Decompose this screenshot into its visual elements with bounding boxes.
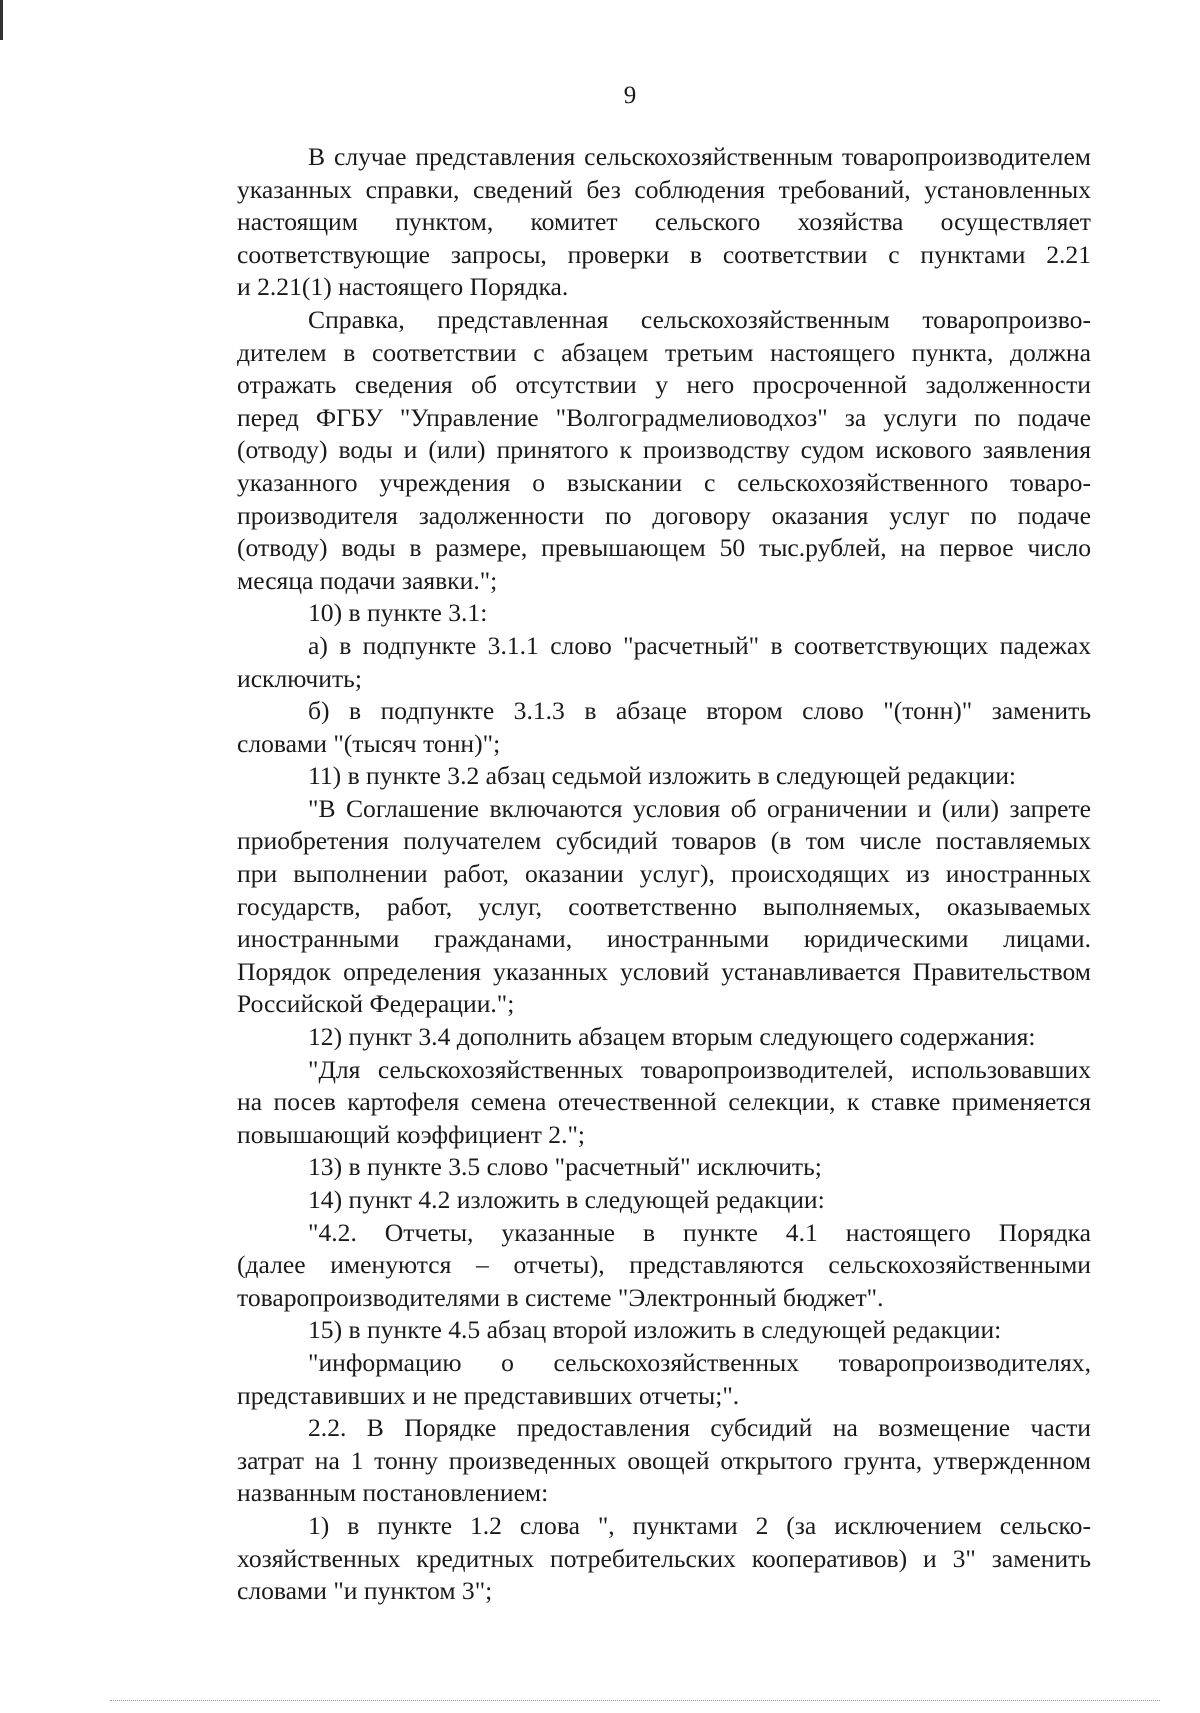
text-line: словами "(тысяч тонн)"; <box>237 728 501 758</box>
text-line: отражать сведения об отсутствии у него просроченной задолженности <box>237 370 1091 400</box>
text-line: указанного учреждения о взыскании с сельскохозяйственного товаро- <box>237 467 1091 497</box>
text-line: приобретения получателем субсидий товаров (в том числе поставляемых <box>237 826 1091 856</box>
text-line: (отводу) воды в размере, превышающем 50 тыс.рублей, на первое число <box>237 533 1091 563</box>
text-line: 13) в пункте 3.5 слово "расчетный" исключить; <box>308 1152 822 1182</box>
paragraph <box>166 1184 1091 1217</box>
text-line: 12) пункт 3.4 дополнить абзацем вторым следующего содержания: <box>308 1022 1036 1052</box>
text-line: "информацию о сельскохозяйственных товаропроизводителях, <box>308 1347 1091 1377</box>
scan-noise-line <box>110 1700 1160 1702</box>
text-line: товаропроизводителями в системе "Электронный бюджет". <box>237 1282 884 1312</box>
text-line: и 2.21(1) настоящего Порядка. <box>237 272 569 302</box>
text-line: повышающий коэффициент 2."; <box>237 1119 586 1149</box>
text-line: "4.2. Отчеты, указанные в пункте 4.1 настоящего Порядка <box>308 1217 1091 1247</box>
text-line: перед ФГБУ "Управление "Волгоградмелиоводхоз" за услуги по подаче <box>237 402 1091 432</box>
paragraph <box>166 304 1091 597</box>
text-line: (отводу) воды и (или) принятого к производству судом искового заявления <box>237 435 1091 465</box>
paragraph <box>166 1021 1091 1054</box>
page-number: 9 <box>623 82 637 109</box>
paragraph <box>166 1412 1091 1510</box>
text-line: настоящим пунктом, комитет сельского хозяйства осуществляет <box>237 207 1091 237</box>
paragraph <box>166 760 1091 793</box>
text-line: соответствующие запросы, проверки в соответствии с пунктами 2.21 <box>237 239 1091 269</box>
text-line: В случае представления сельскохозяйственным товаропроизводителем <box>308 142 1091 171</box>
text-line: 14) пункт 4.2 изложить в следующей редакции: <box>308 1185 825 1214</box>
text-line: затрат на 1 тонну произведенных овощей открытого грунта, утвержденном <box>237 1445 1091 1475</box>
paragraph <box>166 793 1091 1021</box>
scan-edge-mark <box>0 0 3 40</box>
text-line: 1) в пункте 1.2 слова ", пунктами 2 (за исключением сельско- <box>308 1510 1091 1540</box>
text-line: названным постановлением: <box>237 1478 549 1508</box>
paragraph <box>166 630 1091 695</box>
text-line: 10) в пункте 3.1: <box>308 598 488 628</box>
text-line: "Для сельскохозяйственных товаропроизводителей, использовавших <box>308 1054 1091 1084</box>
text-line: при выполнении работ, оказании услуг), происходящих из иностранных <box>237 859 1091 889</box>
paragraph <box>166 1151 1091 1184</box>
text-line: представивших и не представивших отчеты;". <box>237 1380 740 1410</box>
text-line: иностранными гражданами, иностранными юридическими лицами. <box>237 924 1091 954</box>
document-body <box>166 141 1091 1608</box>
paragraph <box>166 1510 1091 1608</box>
text-line: государств, работ, услуг, соответственно выполняемых, оказываемых <box>237 891 1091 921</box>
paragraph <box>166 141 1091 304</box>
paragraph <box>166 597 1091 630</box>
text-line: исключить; <box>237 663 362 693</box>
text-line: словами "и пунктом 3"; <box>237 1576 493 1606</box>
paragraph <box>166 1217 1091 1315</box>
text-line: на посев картофеля семена отечественной селекции, к ставке применяется <box>237 1087 1091 1117</box>
text-line: б) в подпункте 3.1.3 в абзаце втором слово "(тонн)" заменить <box>308 696 1091 726</box>
paragraph <box>166 1054 1091 1152</box>
text-line: хозяйственных кредитных потребительских кооперативов) и 3" заменить <box>237 1543 1091 1573</box>
text-line: месяца подачи заявки."; <box>237 565 498 595</box>
text-line: (далее именуются – отчеты), представляются сельскохозяйственными <box>237 1250 1091 1280</box>
text-line: 2.2. В Порядке предоставления субсидий на возмещение части <box>308 1413 1091 1443</box>
text-line: Справка, представленная сельскохозяйственным товаропроизво- <box>308 304 1091 334</box>
text-line: дителем в соответствии с абзацем третьим настоящего пункта, должна <box>237 337 1091 367</box>
paragraph <box>166 1347 1091 1412</box>
text-line: указанных справки, сведений без соблюдения требований, установленных <box>237 174 1091 204</box>
text-line: 11) в пункте 3.2 абзац седьмой изложить в следующей редакции: <box>308 761 1017 791</box>
text-line: 15) в пункте 4.5 абзац второй изложить в следующей редакции: <box>308 1315 1002 1345</box>
paragraph <box>166 1314 1091 1347</box>
text-line: производителя задолженности по договору оказания услуг по подаче <box>237 500 1091 530</box>
text-line: Российской Федерации."; <box>237 989 515 1019</box>
text-line: а) в подпункте 3.1.1 слово "расчетный" в соответствующих падежах <box>308 630 1091 660</box>
text-line: "В Соглашение включаются условия об ограничении и (или) запрете <box>308 793 1091 823</box>
text-line: Порядок определения указанных условий устанавливается Правительством <box>237 956 1091 986</box>
paragraph <box>166 695 1091 760</box>
